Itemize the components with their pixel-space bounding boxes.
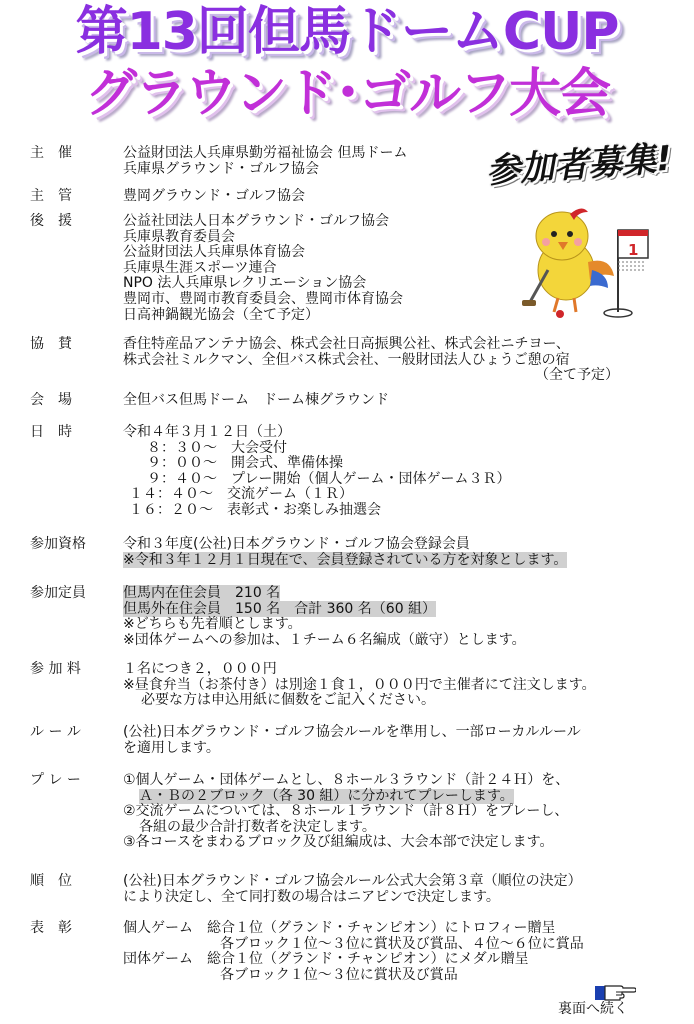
section-line: （全て予定） [535, 367, 619, 384]
section-line [123, 553, 683, 569]
section-line: 豊岡グラウンド・ゴルフ協会 [123, 188, 305, 204]
section-line: 兵庫県生涯スポーツ連合 [123, 259, 277, 276]
section-label: 主 管 [30, 188, 72, 204]
section-line: ※昼食弁当（お茶付き）は別途１食１，０００円で主催者にて注文します。 [123, 676, 596, 693]
section-line: 公益財団法人兵庫県勤労福祉協会 但馬ドーム [123, 145, 408, 161]
section-line [123, 586, 683, 602]
section-line: 株式会社ミルクマン、全但バス株式会社、一般財団法人ひょうご憩の宿 [123, 351, 570, 368]
section-label: 会 場 [30, 392, 72, 408]
section-line: を適用します。 [123, 739, 220, 756]
section-line: １６：２０～ 表彰式・お楽しみ抽選会 [129, 501, 381, 518]
section-line: 団体ゲーム 総合１位（グランド・チャンピオン）にメダル贈呈 [123, 951, 529, 968]
section-line: 公益社団法人日本グラウンド・ゴルフ協会 [123, 213, 389, 229]
section-line: 個人ゲーム 総合１位（グランド・チャンピオン）にトロフィー贈呈 [123, 920, 556, 936]
section-label: 参加資格 [30, 536, 86, 552]
section-line: 各組の最少合計打数者を決定します。 [139, 818, 376, 835]
section-line: 兵庫県教育委員会 [123, 228, 235, 245]
section-value [123, 586, 683, 648]
section-line: により決定し、全て同打数の場合はニアピンで決定します。 [123, 888, 500, 905]
section-line: ※どちらも先着順とします。 [123, 616, 302, 633]
section-line: ９：００～ 開会式、準備体操 [147, 455, 343, 472]
section-value [123, 337, 683, 384]
section-line: (公社)日本グラウンド・ゴルフ協会ルールを準用し、一部ローカルルール [123, 724, 581, 740]
section-line: 令和４年３月１２日（土） [123, 424, 291, 440]
section-line: 必要な方は申込用紙に個数をご記入ください。 [141, 692, 435, 709]
highlighted-text: 但馬外在住会員 150 名 合計 360 名（60 組） [123, 600, 437, 617]
section-value [123, 773, 683, 851]
section-line: ③各コースをまわるブロック及び組編成は、大会本部で決定します。 [123, 834, 554, 851]
section-label: 参加定員 [30, 585, 86, 601]
section-value [123, 393, 683, 409]
section-label: 主 催 [30, 145, 72, 161]
section-label: ル ー ル [30, 724, 81, 740]
highlighted-text: 但馬内在住会員 210 名 [123, 585, 281, 601]
section-value [123, 725, 683, 756]
section-line: 公益財団法人兵庫県体育協会 [123, 244, 305, 261]
section-line: (公社)日本グラウンド・ゴルフ協会ルール公式大会第３章（順位の決定） [123, 873, 582, 889]
section-label: 参 加 料 [30, 661, 81, 677]
section-line: 香住特産品アンテナ協会、株式会社日高振興公社、株式会社ニチヨー、 [123, 336, 570, 352]
section-line: 兵庫県グラウンド・ゴルフ協会 [123, 160, 319, 177]
section-line: 全但バス但馬ドーム ドーム棟グラウンド [123, 392, 389, 408]
section-value [123, 189, 683, 205]
section-line: 日高神鍋観光協会（全て予定） [123, 306, 319, 323]
section-line: ８：３０～ 大会受付 [147, 439, 287, 456]
section-line: 各ブロック１位～３位に賞状及び賞品 [220, 966, 458, 983]
section-line: １名につき２，０００円 [123, 661, 277, 677]
section-line: ②交流ゲームについては、８ホール１ラウンド（計８Ｈ）をプレーし、 [123, 803, 569, 820]
flag-number: 1 [628, 241, 639, 259]
recruitment-stamp: 参加者募集! [485, 138, 673, 192]
section-value [123, 425, 683, 519]
main-title-line1: 第13回但馬ドームCUP [75, 2, 619, 62]
section-line: ①個人ゲーム・団体ゲームとし、８ホール３ラウンド（計２４Ｈ）を、 [123, 772, 570, 788]
section-value [123, 146, 683, 177]
section-line: NPO 法人兵庫県レクリエーション協会 [123, 275, 367, 292]
highlighted-text: ※令和３年１２月１日現在で、会員登録されている方を対象とします。 [123, 551, 568, 568]
section-value [123, 874, 683, 905]
section-line: １４：４０～ 交流ゲーム（１Ｒ） [129, 486, 353, 503]
section-label: 順 位 [30, 873, 72, 889]
section-value [123, 214, 683, 323]
section-value [123, 662, 683, 709]
section-line: ９：４０～ プレー開始（個人ゲーム・団体ゲーム３Ｒ） [147, 470, 511, 487]
section-label: プ レ ー [30, 772, 81, 788]
section-value [123, 921, 683, 983]
section-line: ※団体ゲームへの参加は、１チーム６名編成（厳守）とします。 [123, 631, 526, 648]
section-line: Ａ・Ｂの２ブロック（各 30 組）に分かれてプレーします。 [123, 789, 514, 805]
section-value [123, 537, 683, 568]
section-label: 後 援 [30, 213, 72, 229]
section-line: 令和３年度(公社)日本グラウンド・ゴルフ協会登録会員 [123, 536, 470, 552]
continued-on-back-text: 裏面へ続く [558, 1001, 628, 1017]
section-label: 表 彰 [30, 920, 72, 936]
section-line [123, 602, 683, 618]
section-label: 協 賛 [30, 336, 72, 352]
section-line: 各ブロック１位～３位に賞状及び賞品、４位～６位に賞品 [220, 935, 584, 952]
main-title-line2: グラウンド･ゴルフ大会 [84, 64, 609, 124]
section-label: 日 時 [30, 424, 72, 440]
section-line: 豊岡市、豊岡市教育委員会、豊岡市体育協会 [123, 290, 403, 307]
